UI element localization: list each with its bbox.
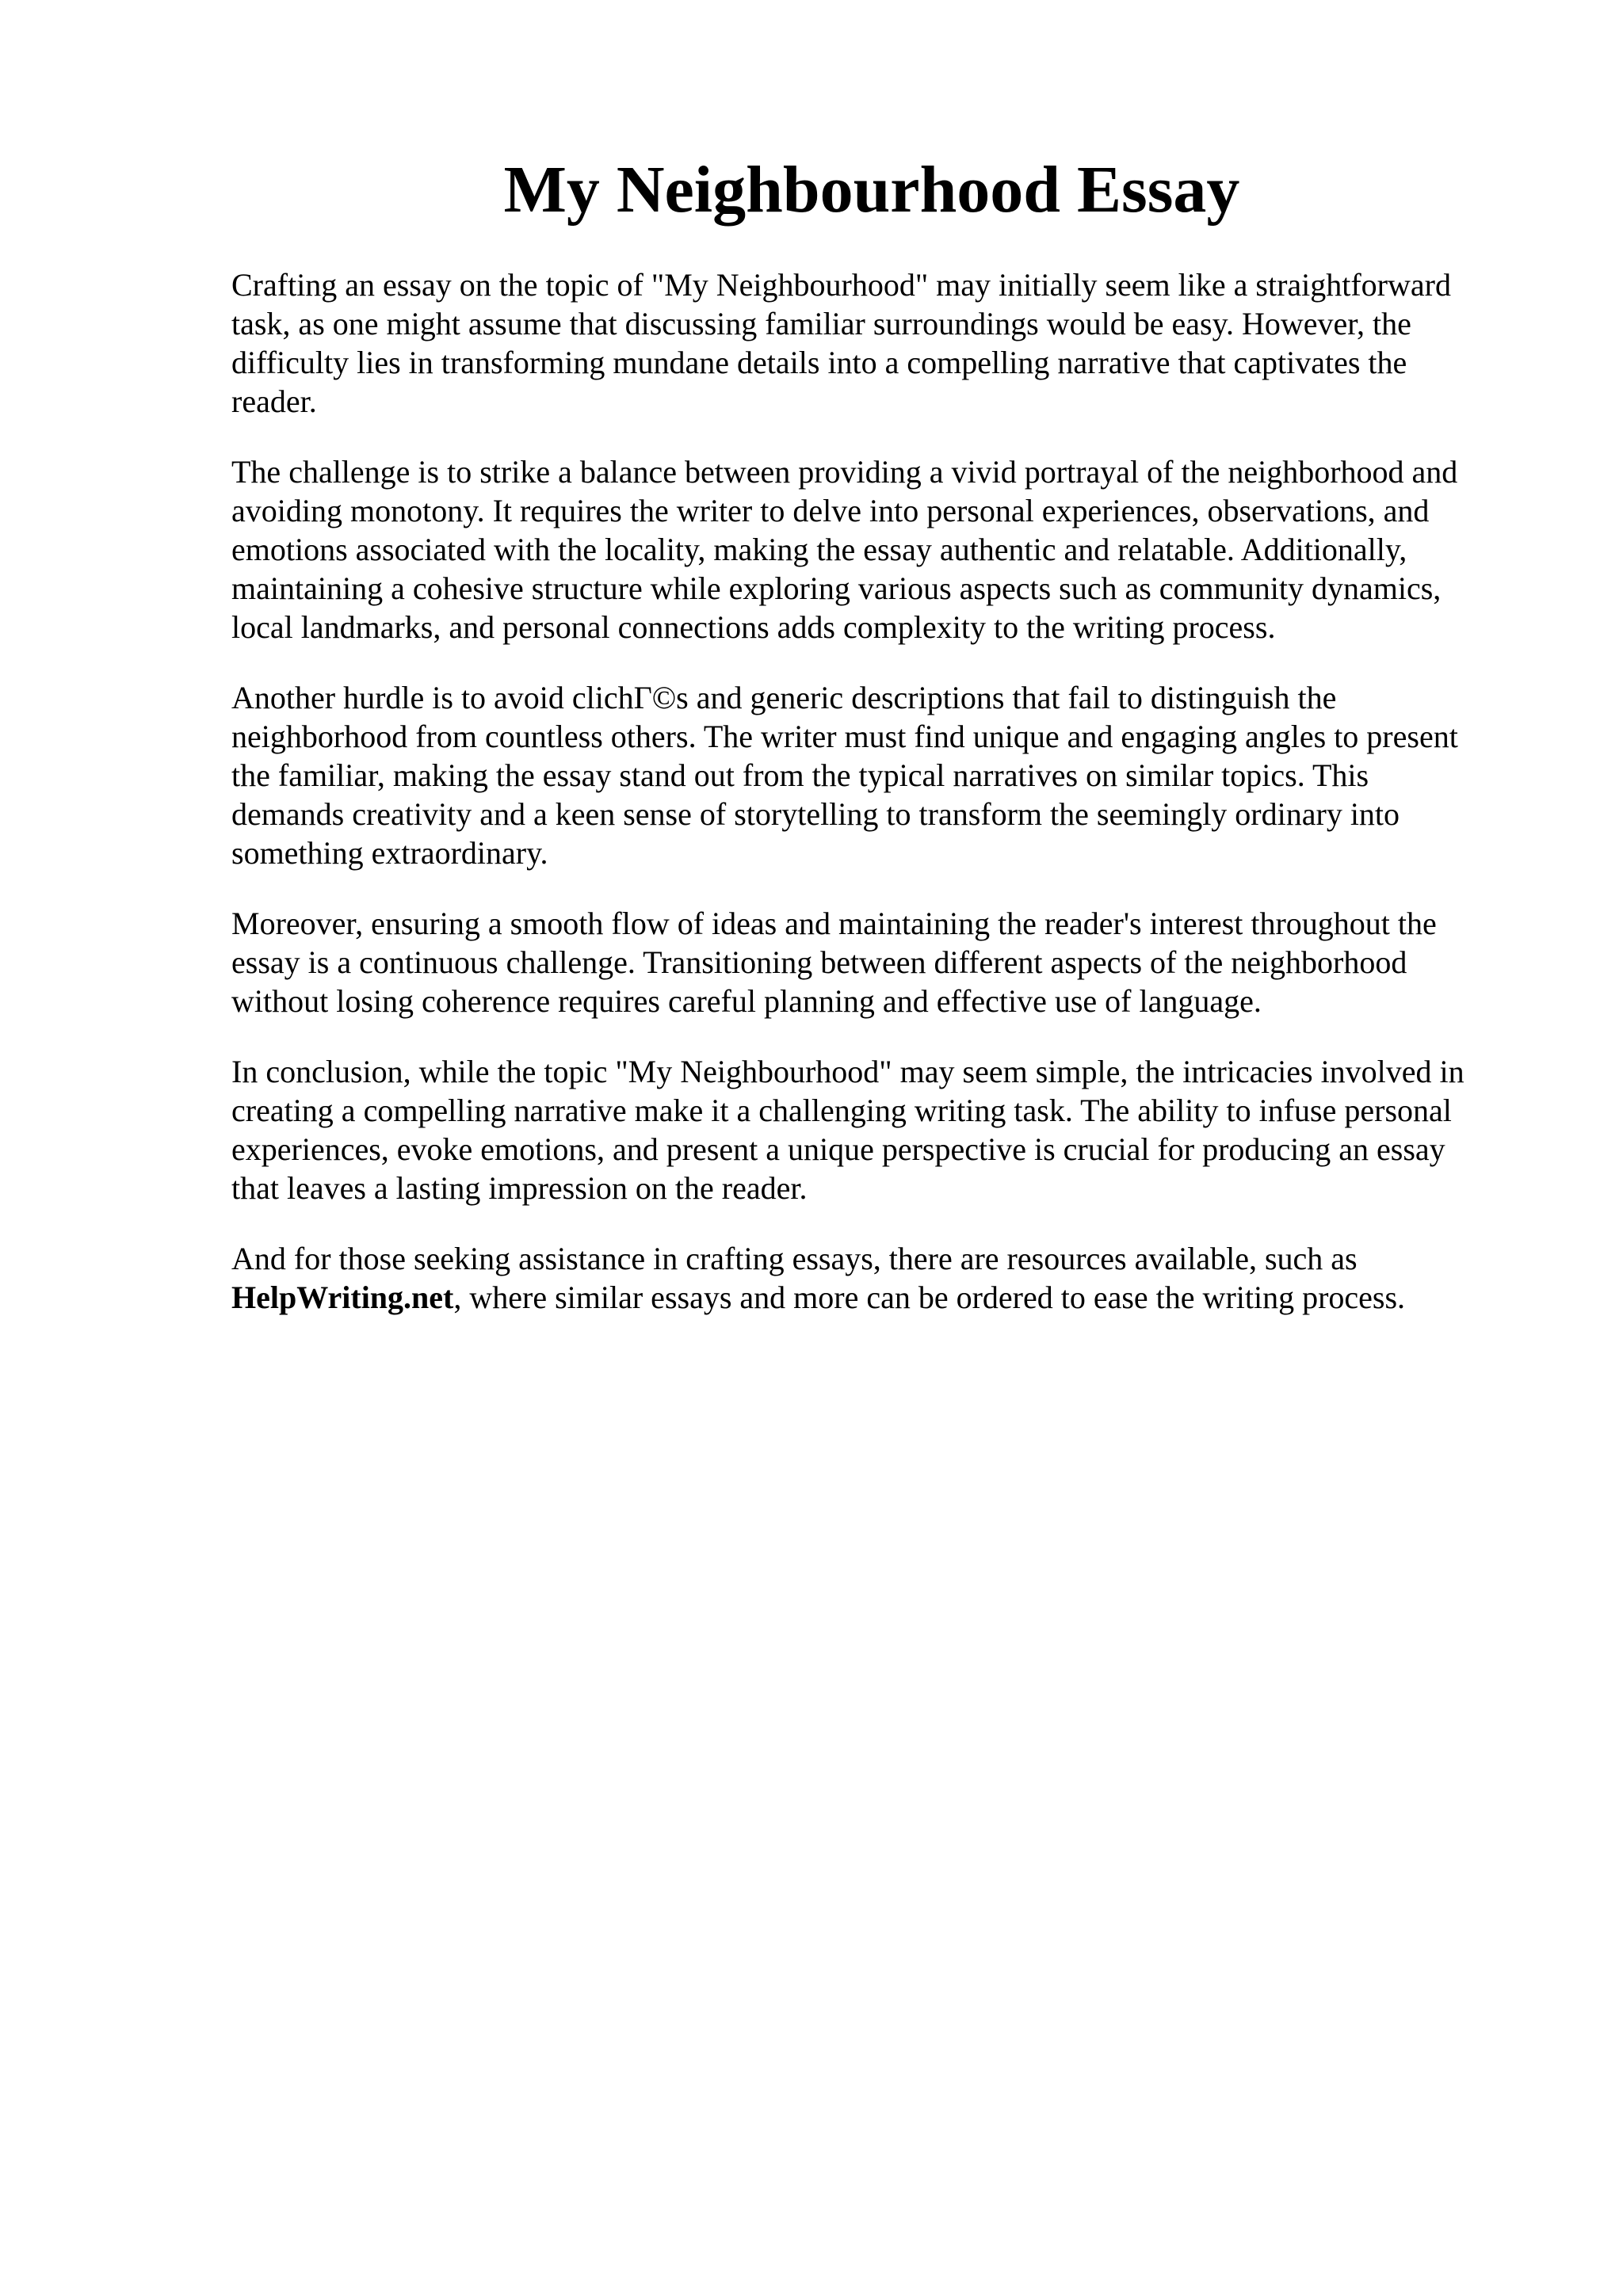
paragraph-line: task, as one might assume that discussing familiar surroundings would be easy. However, the [231, 306, 1411, 341]
paragraph-2 [231, 452, 1515, 646]
paragraph-line: reader. [231, 383, 317, 419]
essay-title: My Neighbourhood Essay [503, 153, 1240, 227]
paragraph-line: local landmarks, and personal connections adds complexity to the writing process. [231, 609, 1276, 645]
paragraph-line: demands creativity and a keen sense of storytelling to transform the seemingly ordinary into [231, 796, 1400, 832]
paragraph-line: the familiar, making the essay stand out from the typical narratives on similar topics. This [231, 757, 1369, 793]
paragraph-4 [231, 904, 1515, 1020]
paragraph-line: without losing coherence requires careful planning and effective use of language. [231, 983, 1262, 1019]
paragraph-line: maintaining a cohesive structure while exploring various aspects such as community dynamics, [231, 570, 1442, 606]
paragraph-line: emotions associated with the locality, making the essay authentic and relatable. Additionally, [231, 532, 1407, 567]
paragraph-line: something extraordinary. [231, 835, 548, 871]
closing-paragraph [231, 1239, 1515, 1317]
closing-line: And for those seeking assistance in crafting essays, there are resources available, such as [231, 1241, 1358, 1276]
paragraph-line: difficulty lies in transforming mundane details into a compelling narrative that captivates the [231, 345, 1407, 380]
paragraph-line: neighborhood from countless others. The writer must find unique and engaging angles to present [231, 719, 1458, 754]
paragraph-line: experiences, evoke emotions, and present a unique perspective is crucial for producing an essay [231, 1131, 1445, 1167]
paragraph-line: creating a compelling narrative make it a challenging writing task. The ability to infuse personal [231, 1093, 1452, 1128]
paragraph-line: avoiding monotony. It requires the writer to delve into personal experiences, observations, and [231, 493, 1430, 528]
paragraph-3 [231, 678, 1515, 872]
closing-line [231, 1278, 1515, 1317]
helpwriting-brand-link[interactable]: HelpWriting.net [231, 1280, 454, 1315]
paragraph-line: that leaves a lasting impression on the reader. [231, 1170, 808, 1206]
paragraph-1 [231, 265, 1515, 421]
paragraph-line: essay is a continuous challenge. Transitioning between different aspects of the neighborhood [231, 944, 1407, 980]
paragraph-line: The challenge is to strike a balance between providing a vivid portrayal of the neighborhood and [231, 454, 1458, 490]
paragraph-line: Another hurdle is to avoid clichΓ©s and generic descriptions that fail to distinguish the [231, 680, 1337, 715]
paragraph-line: Moreover, ensuring a smooth flow of ideas and maintaining the reader's interest throughout the [231, 906, 1437, 941]
essay-body [231, 265, 1515, 1348]
paragraph-line: Crafting an essay on the topic of "My Neighbourhood" may initially seem like a straightforward [231, 267, 1451, 303]
paragraph-line: In conclusion, while the topic "My Neighbourhood" may seem simple, the intricacies involved in [231, 1054, 1465, 1089]
paragraph-5 [231, 1052, 1515, 1207]
closing-line-rest: , where similar essays and more can be ordered to ease the writing process. [453, 1280, 1406, 1315]
